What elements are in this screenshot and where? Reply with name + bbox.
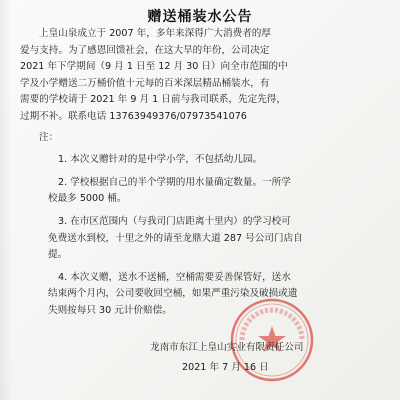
note-item-2 — [20, 175, 388, 208]
paragraph-line: 过期不补。联系电话 13763949376/07973541076 — [20, 110, 247, 122]
note-line: 结束两个月内，公司要收回空桶，如果严重污染及破损或遗 — [48, 288, 298, 300]
note-line: 2. 学校根据自己的半个学期的用水量确定数量。一所学 — [58, 176, 291, 188]
note-line: 校最多 5000 桶。 — [48, 193, 127, 205]
paragraph-line: 爱与支持。为了感恩回馈社会，在这大旱的年份，公司决定 — [20, 44, 270, 56]
note-item-3 — [20, 214, 388, 264]
signature-block — [150, 338, 390, 378]
note-line: 提。 — [48, 249, 68, 261]
note-line: 4. 本次义赠，送水不送桶，空桶需要妥善保管好，送水 — [58, 271, 291, 283]
note-item-4 — [20, 270, 388, 320]
note-line: 免费送水到校，十里之外的请至龙鼎大道 287 号公司门店自 — [48, 232, 303, 244]
notice-title: 赠送桶装水公告 — [147, 9, 253, 25]
paragraph-line: 上皇山泉成立于 2007 年，多年来深得广大消费者的厚 — [39, 28, 271, 39]
paragraph-line: 2021 年下学期间（9 月 1 日至 12 月 30 日）向全市范围的中 — [20, 61, 288, 73]
paragraph-line: 需要的学校请于 2021 年 9 月 1 日前与我司联系，先定先得， — [20, 94, 286, 106]
note-item-1 — [20, 152, 388, 169]
note-label: 注： — [39, 131, 59, 143]
notice-body — [20, 26, 388, 320]
company-name: 龙南市东江上皇山实业有限责任公司 — [150, 342, 304, 353]
paragraph-line: 学及小学赠送二万桶价值十元每的百米深层精品桶装水，有 — [20, 77, 270, 89]
note-line: 1. 本次义赠针对的是中学小学，不包括幼儿园。 — [58, 154, 263, 166]
notice-date: 2021 年 7 月 16 日 — [182, 362, 269, 373]
note-line: 失则按每只 30 元计价赔偿。 — [48, 304, 172, 316]
page-shadow — [0, 0, 12, 400]
note-line: 3. 在市区范围内（与我司门店距离十里内）的学习校可 — [58, 215, 291, 227]
